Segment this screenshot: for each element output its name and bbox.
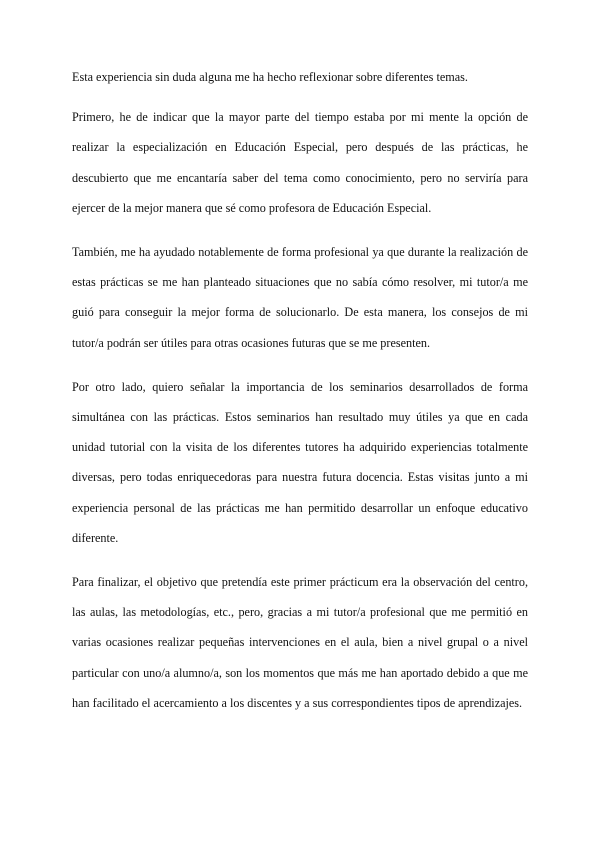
paragraph-conclusion: Para finalizar, el objetivo que pretendía este primer prácticum era la observación del centro, las aulas, las metodologías, etc., pero, gracias a mi tutor/a profesional que me permitió en varias ocasiones realizar pequeñas intervenciones en el aula, bien a nivel grupal o a nivel particular con uno/a alumno/a, son los momentos que más me han aportado debido a que me han facilitado el acercamiento a los discentes y a sus correspondientes tipos de aprendizajes. <box>72 575 528 710</box>
paragraph-specialization: Primero, he de indicar que la mayor parte del tiempo estaba por mi mente la opción de realizar la especialización en Educación Especial, pero después de las prácticas, he descubierto que me encantaría saber del tema como conocimiento, pero no serviría para ejercer de la mejor manera que sé como profesora de Educación Especial. <box>72 110 528 215</box>
paragraph-professional-growth: También, me ha ayudado notablemente de forma profesional ya que durante la realización de estas prácticas se me han planteado situaciones que no sabía cómo resolver, mi tutor/a me guió para conseguir la mejor forma de solucionarlo. De esta manera, los consejos de mi tutor/a podrán ser útiles para otras ocasiones futuras que se me presenten. <box>72 245 528 350</box>
paragraph-seminars: Por otro lado, quiero señalar la importancia de los seminarios desarrollados de forma simultánea con las prácticas. Estos seminarios han resultado muy útiles ya que en cada unidad tutorial con la visita de los diferentes tutores ha adquirido experiencias totalmente diversas, pero todas enriquecedoras para nuestra futura docencia. Estas visitas junto a mi experiencia personal de las prácticas me han permitido desarrollar un enfoque educativo diferente. <box>72 379 528 545</box>
paragraph-intro: Esta experiencia sin duda alguna me ha hecho reflexionar sobre diferentes temas. <box>72 70 468 84</box>
document-body <box>72 62 528 732</box>
